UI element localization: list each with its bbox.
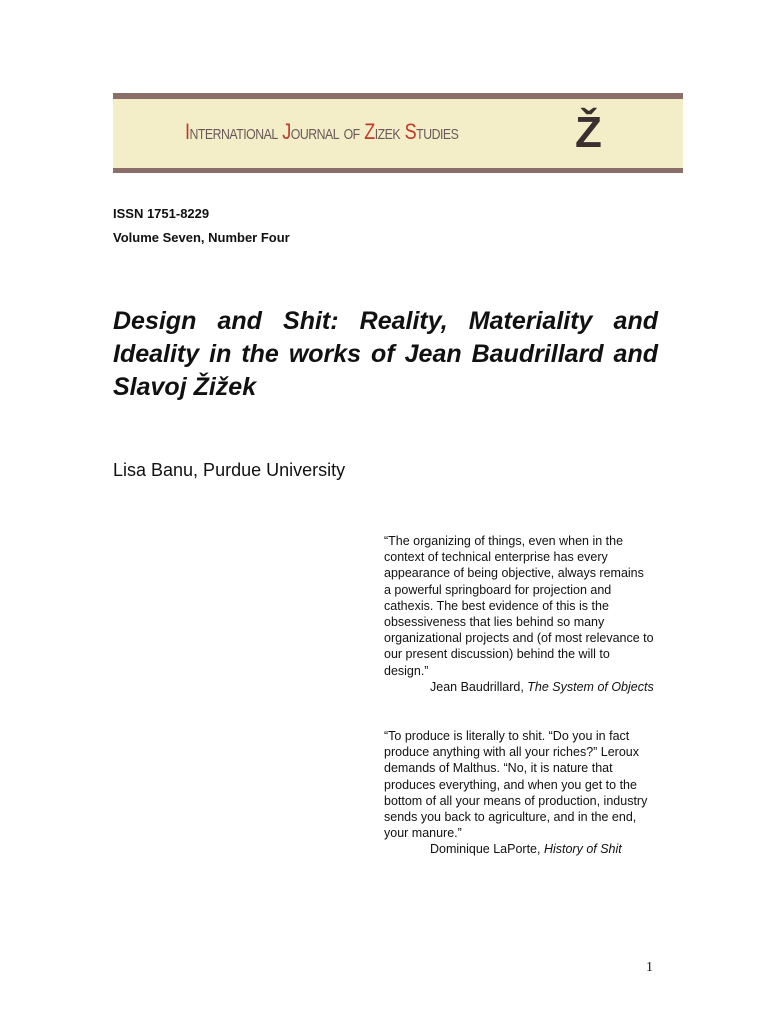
epigraph-author: Dominique LaPorte,: [430, 842, 544, 857]
journal-name-part: nternational: [189, 119, 283, 144]
journal-name-part: izek: [374, 119, 405, 144]
journal-name: [185, 119, 458, 145]
epigraph-attribution: [384, 841, 654, 857]
article-title: Design and Shit: Reality, Materiality and Ideality in the works of Jean Baudrillard and Slavoj Žižek: [113, 307, 658, 401]
epigraph: [384, 533, 654, 695]
epigraph-attribution: [384, 679, 654, 695]
journal-logo: Ž: [575, 108, 602, 157]
epigraph-work: The System of Objects: [527, 679, 654, 694]
epigraph-work: History of Shit: [543, 842, 622, 857]
page-number: 1: [646, 960, 653, 975]
epigraph-author: Jean Baudrillard,: [430, 679, 528, 694]
epigraph-quote: “To produce is literally to shit. “Do you in fact produce anything with all your riches?” Leroux demands of Malthus. “No, it is nature that produces everything, and when you get to the bottom of all your means of production, industry sends you back to agriculture, and in the end, your manure.”: [384, 729, 648, 841]
journal-banner: [113, 93, 683, 173]
article-author: Lisa Banu, Purdue University: [113, 460, 346, 480]
issn: ISSN 1751-8229: [113, 206, 210, 221]
journal-name-initial: Z: [364, 119, 375, 144]
journal-name-part: ournal of: [290, 119, 365, 144]
journal-name-part: tudies: [416, 119, 459, 144]
journal-name-initial: I: [185, 119, 190, 144]
volume-number: Volume Seven, Number Four: [113, 230, 290, 245]
journal-name-initial: S: [404, 119, 417, 144]
journal-name-initial: J: [282, 119, 291, 144]
epigraph: [384, 728, 654, 858]
epigraph-quote: “The organizing of things, even when in the context of technical enterprise has every appearance of being objective, always remains a powerful springboard for projection and cathexis. The best evidence of this is the obsessiveness that lies behind so many organizational projects and (of most relevance to our present discussion) behind the will to design.”: [384, 534, 654, 678]
